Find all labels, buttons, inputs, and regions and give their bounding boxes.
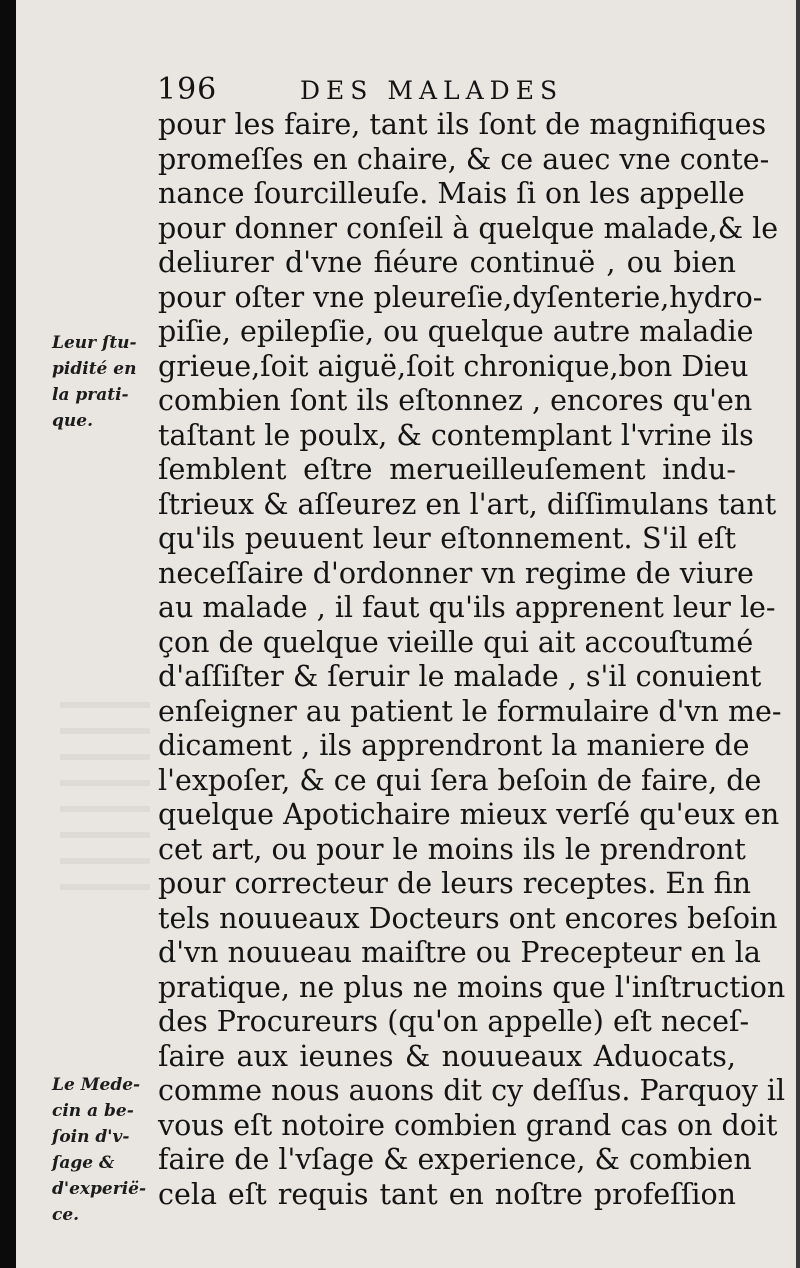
margin-note-line: ce. <box>52 1205 80 1225</box>
text-line: taſtant le poulx, & contemplant l'vrine ils <box>158 418 754 452</box>
text-line: pour donner conſeil à quelque malade,& le <box>158 211 779 245</box>
text-line: d'aſſiſter & ſeruir le malade , s'il conuient <box>158 660 762 693</box>
text-line: qu'ils peuuent leur eſtonnement. S'il eſt <box>158 522 736 555</box>
text-line: enſeigner au patient le formulaire d'vn me- <box>158 694 782 728</box>
text-line: cela eſt requis tant en noſtre profeſſion <box>158 1177 736 1211</box>
margin-note-line: ſoin d'v- <box>52 1127 130 1147</box>
text-line: pour les faire, tant ils ſont de magnifiques <box>158 108 767 141</box>
text-line: grieue,ſoit aiguë,ſoit chronique,bon Dieu <box>158 349 749 383</box>
margin-note-line: Leur ſtu- <box>52 333 137 353</box>
text-line: dicament , ils apprendront la maniere de <box>158 729 750 762</box>
text-line: cet art, ou pour le moins ils le prendront <box>158 832 746 866</box>
margin-note-line: pidité en <box>52 359 137 379</box>
text-line: tels nouueaux Docteurs ont encores beſoin <box>158 901 778 935</box>
text-line: piſie, epilepſie, ou quelque autre maladie <box>158 315 754 348</box>
text-line: combien ſont ils eſtonnez , encores qu'en <box>158 384 753 417</box>
margin-note-line: Le Mede- <box>52 1075 141 1095</box>
text-line: pratique, ne plus ne moins que l'inſtruction <box>158 970 786 1004</box>
show-through-bleed <box>60 700 150 890</box>
margin-note-stupidity <box>52 330 137 434</box>
margin-note-line: ſage & <box>52 1153 115 1173</box>
text-line: deliurer d'vne fiéure continuë , ou bien <box>158 246 736 279</box>
page-number: 196 <box>157 72 218 107</box>
text-line: l'expoſer, & ce qui ſera beſoin de faire, de <box>158 763 762 797</box>
margin-note-line: la prati- <box>52 385 129 405</box>
page-gutter-shadow <box>0 0 16 1268</box>
text-line: promeſſes en chaire, & ce auec vne conte- <box>158 142 770 176</box>
page-edge <box>796 0 800 1268</box>
text-line: nance ſourcilleuſe. Mais ſi on les appelle <box>158 177 745 210</box>
text-line: quelque Apotichaire mieux verſé qu'eux en <box>158 798 780 831</box>
margin-note-line: cin a be- <box>52 1101 134 1121</box>
text-line: çon de quelque vieille qui ait accouſtumé <box>158 625 754 659</box>
text-line: neceſſaire d'ordonner vn regime de viure <box>158 556 754 590</box>
text-line: comme nous auons dit cy deſſus. Parquoy il <box>158 1074 786 1107</box>
text-line: pour oſter vne pleureſie,dyſenterie,hydro- <box>158 280 763 314</box>
margin-note-line: d'experië- <box>52 1179 147 1199</box>
margin-note-physician <box>52 1072 146 1228</box>
text-line: ſemblent eſtre merueilleuſement indu- <box>158 453 736 486</box>
margin-note-line: que. <box>52 411 93 431</box>
text-line: d'vn nouueau maiſtre ou Precepteur en la <box>158 936 761 969</box>
text-line: faire de l'vſage & experience, & combien <box>158 1143 752 1176</box>
text-line: ſaire aux ieunes & nouueaux Aduocats, <box>158 1039 736 1073</box>
running-head: DES MALADES <box>300 76 564 105</box>
text-line: pour correcteur de leurs receptes. En fin <box>158 867 752 900</box>
text-line: ſtrieux & aſſeurez en l'art, diſſimulans tant <box>158 487 777 521</box>
main-text-block <box>158 108 786 1212</box>
text-line: au malade , il faut qu'ils apprenent leur le- <box>158 591 776 624</box>
text-line: des Procureurs (qu'on appelle) eſt neceſ- <box>158 1005 750 1038</box>
text-line: vous eſt notoire combien grand cas on doit <box>158 1108 778 1142</box>
